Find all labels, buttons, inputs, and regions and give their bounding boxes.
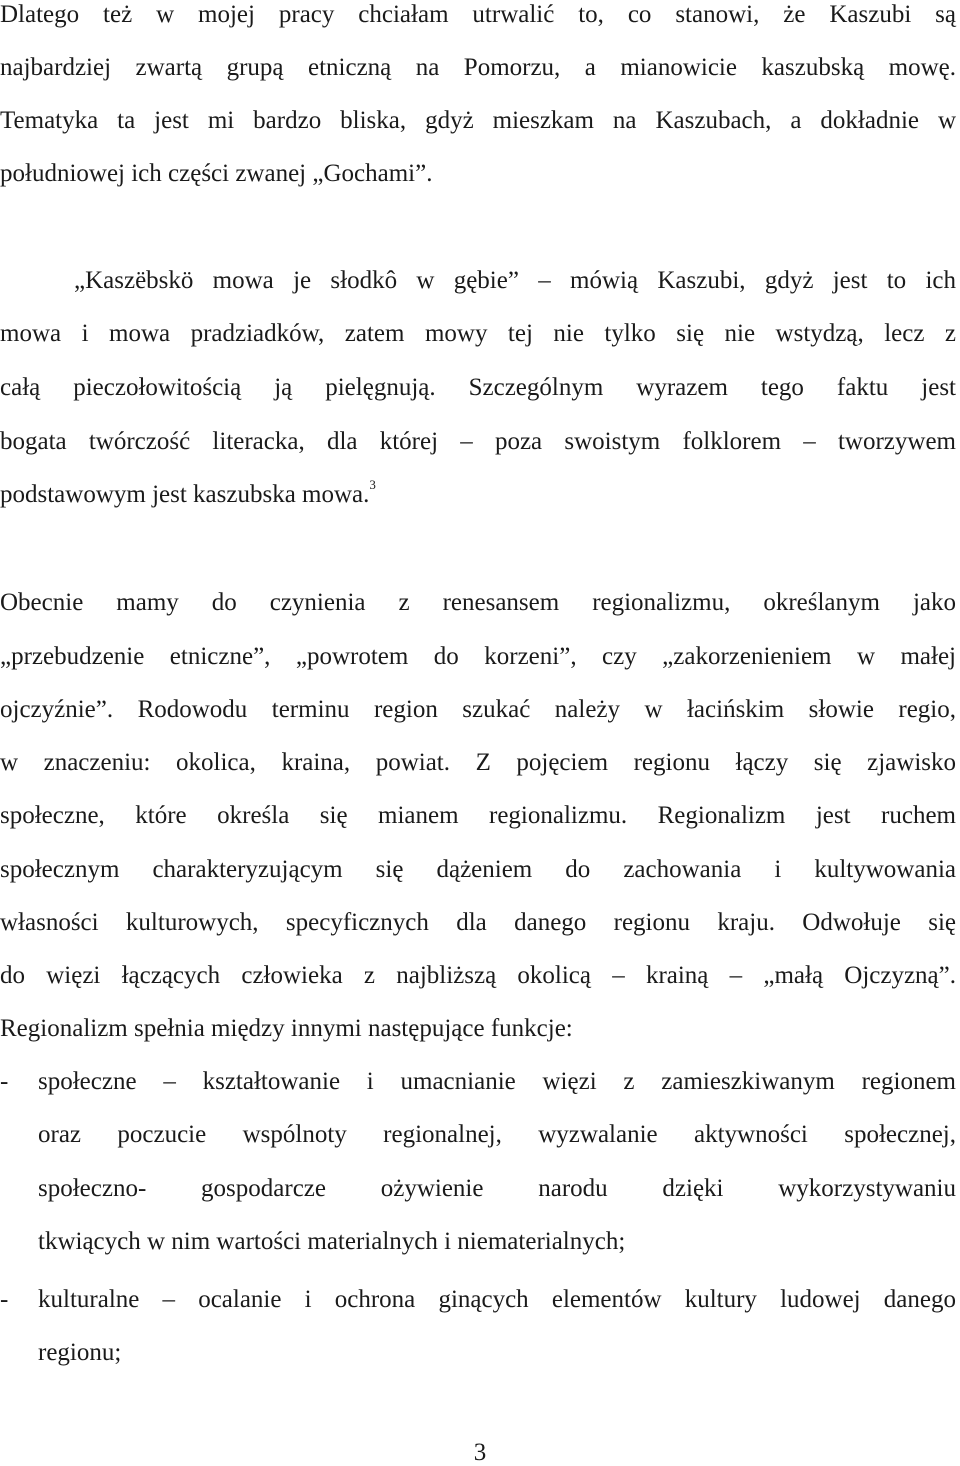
text-line: bogata twórczość literacka, dla której – poza swoistym folklorem – tworzywem [0, 428, 956, 455]
text-line: mowa i mowa pradziadków, zatem mowy tej nie tylko się nie wstydzą, lecz z [0, 320, 956, 347]
list-marker: - [0, 1068, 9, 1095]
page-number: 3 [473, 1439, 487, 1466]
text-line: ojczyźnie”. Rodowodu terminu region szukać należy w łacińskim słowie regio, [0, 696, 956, 723]
text-line: społeczne, które określa się mianem regionalizmu. Regionalizm jest ruchem [0, 802, 956, 829]
text-line: społeczno- gospodarcze ożywienie narodu dzięki wykorzystywaniu [38, 1175, 956, 1202]
text-line: społeczne – kształtowanie i umacnianie więzi z zamieszkiwanym regionem [38, 1068, 956, 1095]
text-line: całą pieczołowitością ją pielęgnują. Szczególnym wyrazem tego faktu jest [0, 374, 956, 401]
text-line: społecznym charakteryzującym się dążeniem do zachowania i kultywowania [0, 856, 956, 883]
text-line: najbardziej zwartą grupą etniczną na Pomorzu, a mianowicie kaszubską mowę. [0, 54, 956, 81]
text-line: własności kulturowych, specyficznych dla danego regionu kraju. Odwołuje się [0, 909, 956, 936]
text-line: „przebudzenie etniczne”, „powrotem do korzeni”, czy „zakorzenieniem w małej [0, 643, 956, 670]
text-line: Tematyka ta jest mi bardzo bliska, gdyż mieszkam na Kaszubach, a dokładnie w [0, 107, 956, 134]
list-marker: - [0, 1286, 9, 1313]
text-line: regionu; [38, 1339, 122, 1366]
text-line: „Kaszëbskö mowa je słodkô w gębie” – mówią Kaszubi, gdyż jest to ich [74, 267, 956, 294]
text-line: tkwiących w nim wartości materialnych i niematerialnych; [38, 1228, 626, 1255]
text-line: Obecnie mamy do czynienia z renesansem regionalizmu, określanym jako [0, 589, 956, 616]
text-line: do więzi łączących człowieka z najbliższą okolicą – krainą – „małą Ojczyzną”. [0, 962, 956, 989]
text-line-last [0, 477, 376, 508]
text-line: Regionalizm spełnia między innymi następujące funkcje: [0, 1015, 573, 1042]
text-line: kulturalne – ocalanie i ochrona ginących elementów kultury ludowej danego [38, 1286, 956, 1313]
text-line: podstawowym jest kaszubska mowa. [0, 481, 370, 508]
footnote-reference[interactable]: 3 [369, 477, 376, 492]
text-line: oraz poczucie wspólnoty regionalnej, wyzwalanie aktywności społecznej, [38, 1121, 956, 1148]
text-line: w znaczeniu: okolica, kraina, powiat. Z pojęciem regionu łączy się zjawisko [0, 749, 956, 776]
text-line: Dlatego też w mojej pracy chciałam utrwalić to, co stanowi, że Kaszubi są [0, 1, 956, 28]
text-line: południowej ich części zwanej „Gochami”. [0, 160, 433, 187]
